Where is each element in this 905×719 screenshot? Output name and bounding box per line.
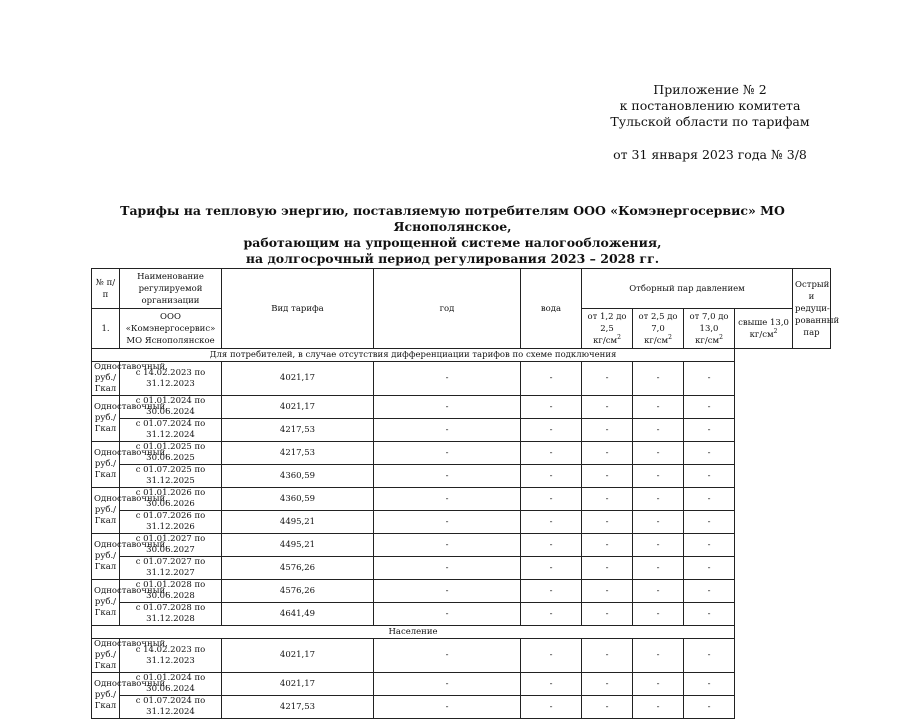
tariff-type-cell: Одноставочный, руб./Гкал — [92, 488, 120, 534]
dash-cell: - — [633, 603, 684, 626]
water-value-cell: 4217,53 — [222, 419, 374, 442]
table-row — [92, 396, 831, 419]
dash-cell: - — [374, 465, 521, 488]
dash-cell: - — [374, 639, 521, 673]
dash-cell: - — [684, 673, 735, 696]
dash-cell: - — [374, 696, 521, 719]
appendix-line-3: Тульской области по тарифам — [610, 114, 810, 129]
dash-cell: - — [633, 362, 684, 396]
dash-cell: - — [374, 419, 521, 442]
dash-cell: - — [684, 465, 735, 488]
dash-cell: - — [684, 362, 735, 396]
dash-cell: - — [684, 603, 735, 626]
dash-cell: - — [684, 696, 735, 719]
header-water: вода — [521, 269, 582, 349]
header-pressure-3: от 7,0 до 13,0 $кг/см^2$ — [684, 309, 735, 349]
period-cell: с 01.07.2027 по 31.12.2027 — [120, 557, 222, 580]
water-value-cell: 4576,26 — [222, 557, 374, 580]
dash-cell: - — [582, 673, 633, 696]
period-cell: с 01.07.2026 по 31.12.2026 — [120, 511, 222, 534]
dash-cell: - — [633, 673, 684, 696]
header-tariff-type: Вид тарифа — [222, 269, 374, 349]
period-cell: с 01.07.2024 по 31.12.2024 — [120, 419, 222, 442]
dash-cell: - — [684, 557, 735, 580]
table-row — [92, 673, 831, 696]
dash-cell: - — [684, 419, 735, 442]
dash-cell: - — [684, 396, 735, 419]
appendix-line-4: от 31 января 2023 года № 3/8 — [613, 147, 807, 162]
table-row — [92, 488, 831, 511]
table-row — [92, 534, 831, 557]
tariff-type-cell: Одноставочный, руб./Гкал — [92, 396, 120, 442]
water-value-cell: 4217,53 — [222, 442, 374, 465]
row-number: 1. — [92, 309, 120, 349]
period-cell: с 01.01.2028 по 30.06.2028 — [120, 580, 222, 603]
header-steam: Отборный пар давлением — [582, 269, 793, 309]
dash-cell: - — [582, 511, 633, 534]
dash-cell: - — [582, 362, 633, 396]
org-name: ООО «Комэнергосервис» МО Яснополянское — [120, 309, 222, 349]
dash-cell: - — [374, 362, 521, 396]
dash-cell: - — [633, 419, 684, 442]
period-cell: с 14.02.2023 по 31.12.2023 — [120, 362, 222, 396]
dash-cell: - — [374, 511, 521, 534]
header-org: Наименование регулируемой организации — [120, 269, 222, 309]
title-line-2: работающим на упрощенной системе налогообложения, — [243, 235, 662, 250]
tariff-type-cell: Одноставочный, руб./Гкал — [92, 442, 120, 488]
dash-cell: - — [633, 396, 684, 419]
dash-cell: - — [582, 465, 633, 488]
dash-cell: - — [633, 534, 684, 557]
header-pressure-4: свыше 13,0 $кг/см^2$ — [735, 309, 793, 349]
dash-cell: - — [521, 419, 582, 442]
water-value-cell: 4495,21 — [222, 511, 374, 534]
dash-cell: - — [633, 442, 684, 465]
dash-cell: - — [374, 557, 521, 580]
water-value-cell: 4021,17 — [222, 396, 374, 419]
dash-cell: - — [582, 639, 633, 673]
dash-cell: - — [582, 696, 633, 719]
dash-cell: - — [374, 442, 521, 465]
table-row — [92, 465, 831, 488]
dash-cell: - — [374, 396, 521, 419]
dash-cell: - — [582, 534, 633, 557]
tariff-type-cell: Одноставочный, руб./Гкал — [92, 534, 120, 580]
table-row — [92, 639, 831, 673]
table-row — [92, 511, 831, 534]
dash-cell: - — [582, 442, 633, 465]
dash-cell: - — [521, 557, 582, 580]
dash-cell: - — [521, 603, 582, 626]
tariff-type-cell: Одноставочный, руб./Гкал — [92, 362, 120, 396]
dash-cell: - — [521, 488, 582, 511]
section-label: Население — [92, 626, 735, 639]
water-value-cell: 4576,26 — [222, 580, 374, 603]
dash-cell: - — [521, 673, 582, 696]
dash-cell: - — [633, 488, 684, 511]
dash-cell: - — [684, 534, 735, 557]
dash-cell: - — [582, 580, 633, 603]
dash-cell: - — [521, 534, 582, 557]
period-cell: с 01.07.2024 по 31.12.2024 — [120, 696, 222, 719]
appendix-header — [560, 82, 860, 163]
dash-cell: - — [374, 580, 521, 603]
dash-cell: - — [521, 442, 582, 465]
dash-cell: - — [521, 639, 582, 673]
period-cell: с 14.02.2023 по 31.12.2023 — [120, 639, 222, 673]
header-sharp-steam: Острый и редуци-рованный пар — [793, 269, 831, 349]
document-title — [60, 203, 845, 267]
section-row — [92, 349, 831, 362]
dash-cell: - — [633, 557, 684, 580]
dash-cell: - — [521, 511, 582, 534]
dash-cell: - — [582, 557, 633, 580]
title-line-1: Тарифы на тепловую энергию, поставляемую потребителям ООО «Комэнергосервис» МО Яснополянское, — [120, 203, 785, 234]
table-row — [92, 362, 831, 396]
dash-cell: - — [633, 696, 684, 719]
water-value-cell: 4360,59 — [222, 488, 374, 511]
title-line-3: на долгосрочный период регулирования 2023 – 2028 гг. — [245, 251, 660, 266]
tariff-type-cell: Одноставочный, руб./Гкал — [92, 673, 120, 719]
period-cell: с 01.01.2027 по 30.06.2027 — [120, 534, 222, 557]
dash-cell: - — [684, 442, 735, 465]
water-value-cell: 4495,21 — [222, 534, 374, 557]
table-row — [92, 419, 831, 442]
dash-cell: - — [582, 488, 633, 511]
dash-cell: - — [633, 639, 684, 673]
header-pressure-1: от 1,2 до 2,5 $кг/см^2$ — [582, 309, 633, 349]
tariff-type-cell: Одноставочный, руб./Гкал — [92, 639, 120, 673]
appendix-line-1: Приложение № 2 — [653, 82, 767, 97]
dash-cell: - — [521, 396, 582, 419]
water-value-cell: 4021,17 — [222, 362, 374, 396]
section-row — [92, 626, 831, 639]
tariff-table — [91, 268, 840, 719]
dash-cell: - — [633, 465, 684, 488]
header-year: год — [374, 269, 521, 349]
dash-cell: - — [521, 362, 582, 396]
dash-cell: - — [684, 580, 735, 603]
water-value-cell: 4360,59 — [222, 465, 374, 488]
dash-cell: - — [374, 673, 521, 696]
dash-cell: - — [374, 534, 521, 557]
appendix-line-2: к постановлению комитета — [619, 98, 801, 113]
dash-cell: - — [684, 488, 735, 511]
table-row — [92, 696, 831, 719]
dash-cell: - — [633, 511, 684, 534]
dash-cell: - — [374, 603, 521, 626]
period-cell: с 01.07.2028 по 31.12.2028 — [120, 603, 222, 626]
dash-cell: - — [582, 419, 633, 442]
dash-cell: - — [521, 465, 582, 488]
dash-cell: - — [374, 488, 521, 511]
water-value-cell: 4641,49 — [222, 603, 374, 626]
dash-cell: - — [684, 639, 735, 673]
period-cell: с 01.01.2025 по 30.06.2025 — [120, 442, 222, 465]
tariff-type-cell: Одноставочный, руб./Гкал — [92, 580, 120, 626]
water-value-cell: 4021,17 — [222, 639, 374, 673]
header-pressure-2: от 2,5 до 7,0 $кг/см^2$ — [633, 309, 684, 349]
dash-cell: - — [521, 580, 582, 603]
table-row — [92, 442, 831, 465]
header-num: № п/п — [92, 269, 120, 309]
period-cell: с 01.01.2026 по 30.06.2026 — [120, 488, 222, 511]
dash-cell: - — [521, 696, 582, 719]
period-cell: с 01.07.2025 по 31.12.2025 — [120, 465, 222, 488]
dash-cell: - — [684, 511, 735, 534]
dash-cell: - — [633, 580, 684, 603]
table-row — [92, 557, 831, 580]
section-label: Для потребителей, в случае отсутствия дифференциации тарифов по схеме подключения — [92, 349, 735, 362]
dash-cell: - — [582, 396, 633, 419]
dash-cell: - — [582, 603, 633, 626]
period-cell: с 01.01.2024 по 30.06.2024 — [120, 396, 222, 419]
water-value-cell: 4217,53 — [222, 696, 374, 719]
table-row — [92, 580, 831, 603]
table-row — [92, 603, 831, 626]
period-cell: с 01.01.2024 по 30.06.2024 — [120, 673, 222, 696]
water-value-cell: 4021,17 — [222, 673, 374, 696]
